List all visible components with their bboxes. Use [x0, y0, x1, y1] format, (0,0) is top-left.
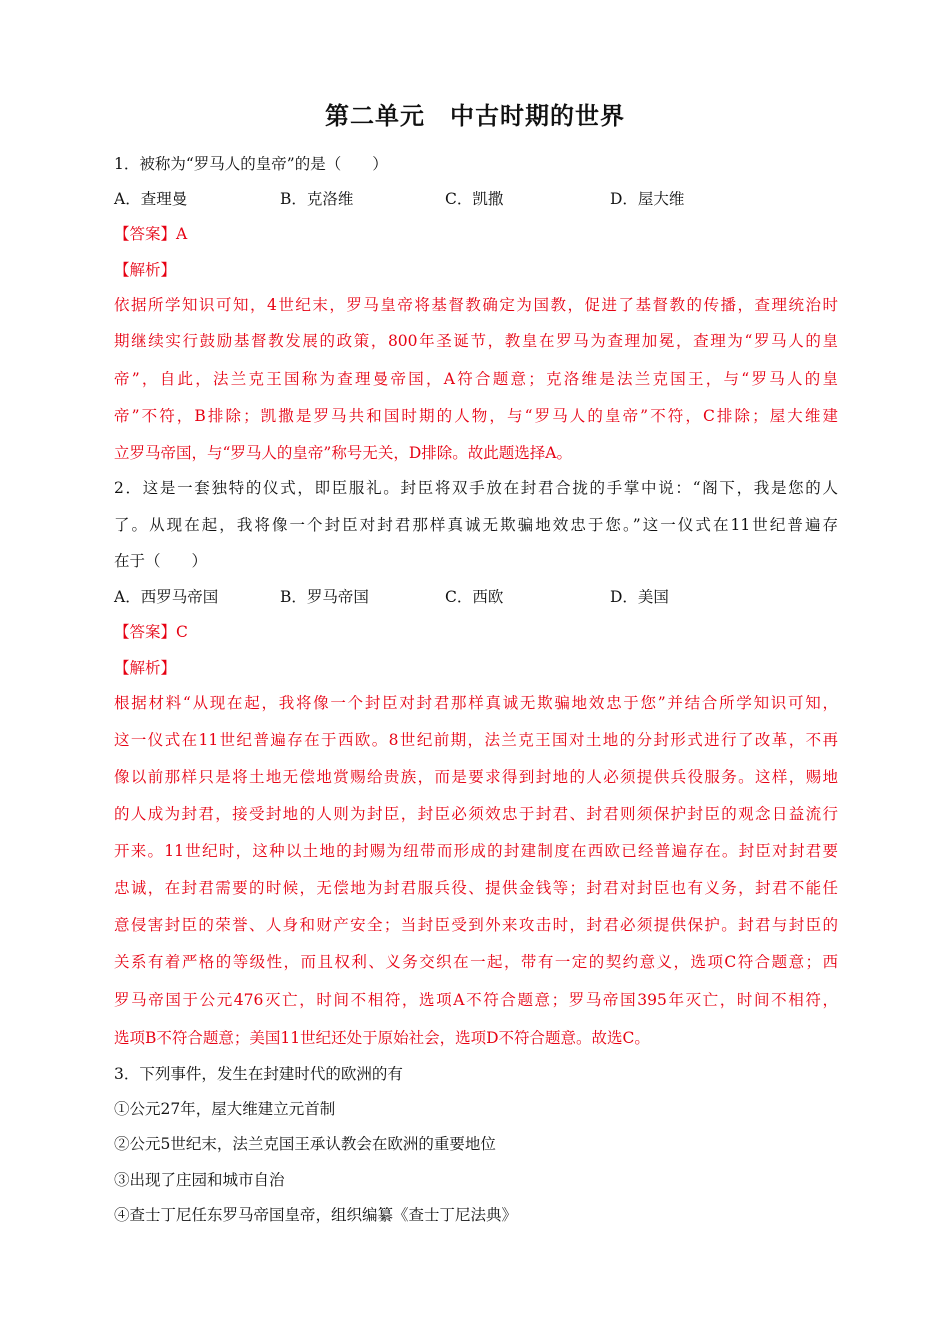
q2-analysis-line: 罗马帝国于公元476灭亡，时间不相符，选项A不符合题意；罗马帝国395年灭亡，时间不相符，: [114, 991, 838, 1009]
question-2-options: [114, 586, 838, 608]
question-1-stem: 1．被称为“罗马人的皇帝”的是（ ）: [114, 155, 388, 173]
q1-answer: 【答案】A: [114, 225, 188, 243]
q1-option-c: C．凯撒: [445, 190, 504, 208]
q2-analysis-line: 的人成为封君，接受封地的人则为封臣，封臣必须效忠于封君、封君则须保护封臣的观念日益流行: [114, 805, 838, 823]
q2-option-a: A．西罗马帝国: [114, 588, 219, 606]
page-title: 第二单元 中古时期的世界: [325, 102, 625, 130]
q2-analysis-line: 像以前那样只是将土地无偿地赏赐给贵族，而是要求得到封地的人必须提供兵役服务。这样，赐地: [114, 768, 838, 786]
question-2-stem-line: 在于（ ）: [114, 552, 208, 570]
q1-option-a: A．查理曼: [114, 190, 188, 208]
q1-analysis-line: 立罗马帝国，与“罗马人的皇帝”称号无关，D排除。故此题选择A。: [114, 444, 572, 462]
q1-analysis-line: 帝”，自此，法兰克王国称为查理曼帝国，A符合题意；克洛维是法兰克国王，与“罗马人的皇: [114, 370, 838, 388]
q2-option-d: D．美国: [610, 588, 669, 606]
q2-answer: 【答案】C: [114, 623, 188, 641]
q1-analysis-line: 依据所学知识可知，4世纪末，罗马皇帝将基督教确定为国教，促进了基督教的传播，查理统治时: [114, 296, 838, 314]
q1-analysis-line: 期继续实行鼓励基督教发展的政策，800年圣诞节，教皇在罗马为查理加冕，查理为“罗马人的皇: [114, 332, 838, 350]
question-2-stem-line: 2．这是一套独特的仪式，即臣服礼。封臣将双手放在封君合拢的手掌中说：“阁下，我是您的人: [114, 479, 838, 497]
q3-item: ②公元5世纪末，法兰克国王承认教会在欧洲的重要地位: [114, 1135, 496, 1153]
q3-item: ③出现了庄园和城市自治: [114, 1171, 285, 1189]
q2-analysis-line: 关系有着严格的等级性，而且权利、义务交织在一起，带有一定的契约意义，选项C符合题意；西: [114, 953, 838, 971]
q1-analysis-label: 【解析】: [114, 261, 177, 279]
q1-analysis-line: 帝”不符，B排除；凯撒是罗马共和国时期的人物，与“罗马人的皇帝”不符，C排除；屋大维建: [114, 407, 838, 425]
q2-analysis-line: 忠诚，在封君需要的时候，无偿地为封君服兵役、提供金钱等；封君对封臣也有义务，封君不能任: [114, 879, 838, 897]
question-2-stem-line: 了。从现在起，我将像一个封臣对封君那样真诚无欺骗地效忠于您。”这一仪式在11世纪普遍存: [114, 516, 838, 534]
q2-analysis-line: 这一仪式在11世纪普遍存在于西欧。8世纪前期，法兰克王国对土地的分封形式进行了改革，不再: [114, 731, 838, 749]
q2-analysis-label: 【解析】: [114, 659, 177, 677]
q3-item: ④查士丁尼任东罗马帝国皇帝，组织编纂《查士丁尼法典》: [114, 1206, 518, 1224]
q3-item: ①公元27年，屋大维建立元首制: [114, 1100, 336, 1118]
question-3-stem: 3．下列事件，发生在封建时代的欧洲的有: [114, 1065, 403, 1083]
q2-option-b: B．罗马帝国: [280, 588, 369, 606]
q1-option-d: D．屋大维: [610, 190, 685, 208]
q2-option-c: C．西欧: [445, 588, 504, 606]
q2-analysis-line: 选项B不符合题意；美国11世纪还处于原始社会，选项D不符合题意。故选C。: [114, 1029, 650, 1047]
q2-analysis-line: 开来。11世纪时，这种以土地的封赐为纽带而形成的封建制度在西欧已经普遍存在。封臣对封君要: [114, 842, 838, 860]
q2-analysis-line: 根据材料“从现在起，我将像一个封臣对封君那样真诚无欺骗地效忠于您”并结合所学知识可知，: [114, 694, 838, 712]
q2-analysis-line: 意侵害封臣的荣誉、人身和财产安全；当封臣受到外来攻击时，封君必须提供保护。封君与封臣的: [114, 916, 838, 934]
question-1-options: [114, 188, 838, 210]
q1-option-b: B．克洛维: [280, 190, 354, 208]
